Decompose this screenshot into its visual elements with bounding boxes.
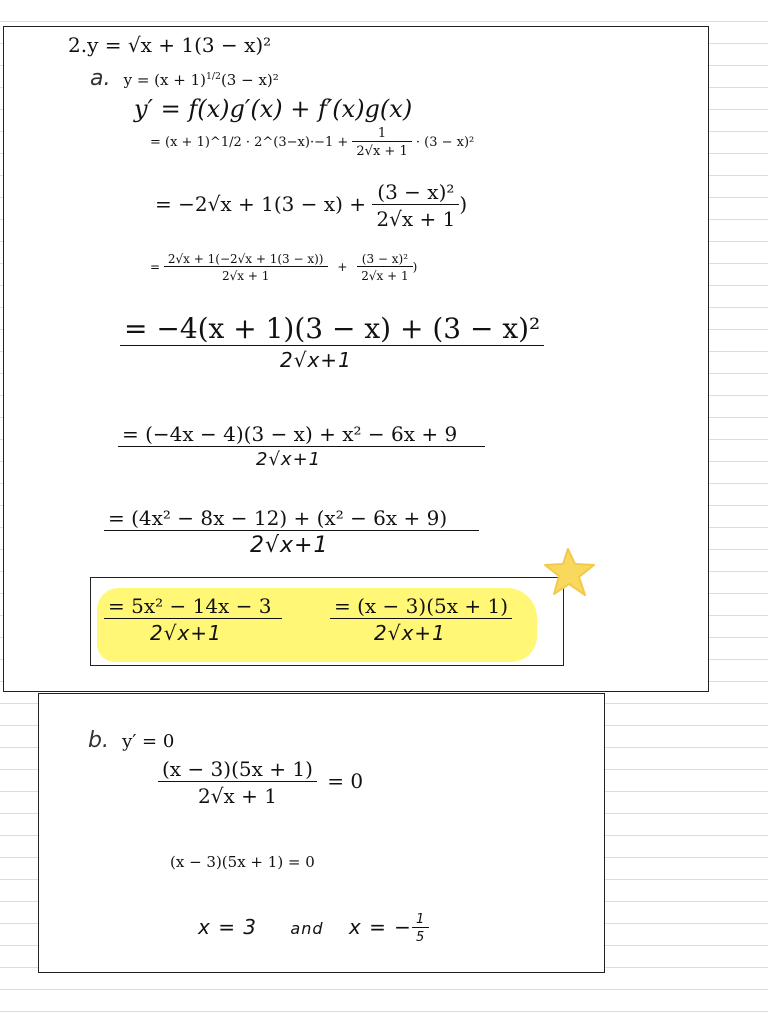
step-2 bbox=[155, 180, 467, 231]
answer-fraction-2 bbox=[330, 594, 512, 645]
step-4 bbox=[120, 312, 544, 372]
part-b-num: (x − 3)(5x + 1) bbox=[162, 757, 313, 781]
step-1 bbox=[150, 126, 474, 159]
step-6-num: = (4x² − 8x − 12) + (x² − 6x + 9) bbox=[108, 506, 448, 530]
part-b-solution bbox=[198, 912, 429, 945]
step-1-right: · (3 − x)² bbox=[415, 135, 475, 150]
rewrite-lhs: y = (x + 1) bbox=[123, 71, 206, 89]
part-b-den: 2√x + 1 bbox=[158, 781, 317, 808]
step-3-num-2: (3 − x)² bbox=[361, 252, 409, 266]
step-2-num: (3 − x)² bbox=[377, 180, 455, 204]
step-3 bbox=[150, 252, 417, 283]
step-1-left: = (x + 1)^1/2 · 2^(3−x)·−1 + bbox=[150, 135, 349, 150]
step-5-fraction bbox=[118, 422, 485, 470]
part-b-fraction bbox=[158, 757, 317, 808]
step-3-num-1: 2√x + 1(−2√x + 1(3 − x)) bbox=[167, 252, 324, 266]
solution-frac-num: 1 bbox=[415, 912, 426, 927]
product-rule: y′ = f(x)g′(x) + f′(x)g(x) bbox=[134, 95, 413, 123]
problem-equation: y = √x + 1(3 − x)² bbox=[87, 33, 272, 57]
answer-num-2: = (x − 3)(5x + 1) bbox=[334, 594, 509, 618]
step-5-num: = (−4x − 4)(3 − x) + x² − 6x + 9 bbox=[122, 422, 458, 446]
step-1-num: 1 bbox=[377, 126, 387, 141]
step-6-den: 2√x+1 bbox=[104, 530, 479, 558]
rewrite-exponent: 1/2 bbox=[205, 71, 221, 82]
answer-factored bbox=[330, 594, 512, 645]
step-3-fraction-2 bbox=[357, 252, 412, 283]
part-b-label: b. bbox=[88, 728, 109, 753]
step-6-fraction bbox=[104, 506, 479, 558]
solution-frac-den: 5 bbox=[412, 927, 429, 945]
step-1-fraction bbox=[352, 126, 411, 159]
solution-x1: x = 3 bbox=[198, 915, 258, 939]
step-3-eq: = bbox=[150, 260, 161, 274]
step-4-num: = −4(x + 1)(3 − x) + (3 − x)² bbox=[124, 312, 541, 345]
step-3-right: ) bbox=[412, 260, 418, 274]
part-b-condition-text: y′ = 0 bbox=[122, 731, 175, 752]
answer-fraction-1 bbox=[104, 594, 282, 645]
step-2-right: ) bbox=[459, 192, 468, 216]
step-4-den: 2√x+1 bbox=[120, 345, 544, 372]
step-3-plus: + bbox=[337, 260, 348, 274]
part-a-label: a. bbox=[90, 66, 111, 91]
step-4-fraction bbox=[120, 312, 544, 372]
step-2-fraction bbox=[372, 180, 459, 231]
step-5-den: 2√x+1 bbox=[118, 446, 485, 470]
step-3-fraction-1 bbox=[164, 252, 328, 283]
part-b-factored: (x − 3)(5x + 1) = 0 bbox=[170, 853, 315, 871]
step-2-den: 2√x + 1 bbox=[372, 204, 459, 231]
solution-and: and bbox=[290, 919, 324, 938]
step-3-den-2: 2√x + 1 bbox=[357, 266, 412, 283]
step-5 bbox=[118, 422, 485, 470]
answer-num-1: = 5x² − 14x − 3 bbox=[108, 594, 272, 618]
solution-x2: x = − bbox=[348, 915, 412, 939]
answer-simplified bbox=[104, 594, 282, 645]
step-2-left: = −2√x + 1(3 − x) + bbox=[155, 192, 367, 216]
answer-den-2: 2√x+1 bbox=[330, 618, 512, 645]
part-a-rewrite bbox=[90, 66, 279, 91]
part-b-condition bbox=[88, 728, 174, 753]
part-b-equation bbox=[158, 757, 363, 808]
step-6 bbox=[104, 506, 479, 558]
problem-number: 2. bbox=[68, 33, 88, 57]
answer-den-1: 2√x+1 bbox=[104, 618, 282, 645]
rewrite-rhs: (3 − x)² bbox=[220, 71, 279, 89]
step-3-den-1: 2√x + 1 bbox=[164, 266, 328, 283]
problem-statement bbox=[68, 33, 271, 57]
solution-fraction bbox=[412, 912, 429, 945]
step-1-den: 2√x + 1 bbox=[352, 141, 411, 159]
part-b-rhs: = 0 bbox=[327, 769, 364, 793]
star-icon bbox=[542, 546, 598, 598]
